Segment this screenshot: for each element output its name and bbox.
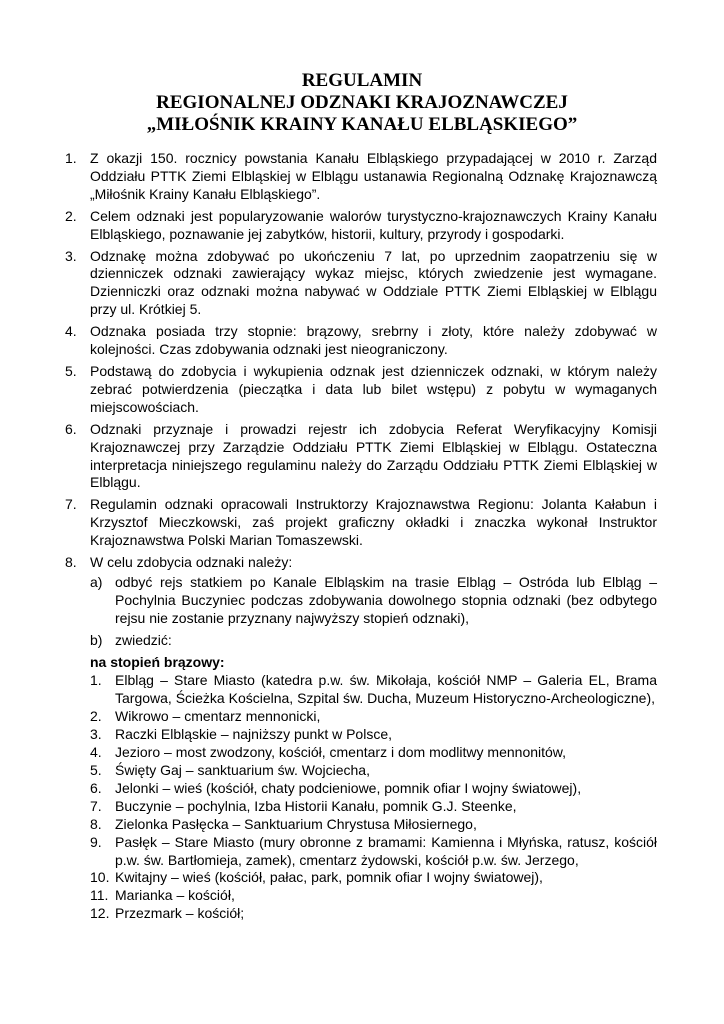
rule-text: Celem odznaki jest popularyzowanie walorów turystyczno-krajoznawczych Krainy Kanału Elbląskiego, poznawanie jej zabytków, historii, kultury, przyrody i gospodarki. bbox=[90, 207, 657, 242]
rule-text: Podstawą do zdobycia i wykupienia odznak jest dzienniczek odznaki, w którym należy zebrać potwierdzenia (pieczątka i data lub bilet wstępu) z pobytu w wymaganych miejscowościach. bbox=[90, 362, 657, 415]
rules-list bbox=[65, 150, 657, 927]
place-number: 5. bbox=[90, 762, 102, 778]
rule-text: W celu zdobycia odznaki należy: bbox=[90, 554, 293, 571]
rule-text: Regulamin odznaki opracowali Instruktorzy Krajoznawstwa Regionu: Jolanta Kałabun i Krzysztof Mieczkowski, zaś projekt graficzny okładki i znaczka wykonał Instruktor Krajoznawstwa Polski Marian Tomaszewski. bbox=[90, 496, 657, 549]
place-item bbox=[90, 798, 657, 816]
place-number: 11. bbox=[90, 887, 109, 904]
place-text: Jezioro – most zwodzony, kościół, cmentarz i dom modlitwy mennonitów, bbox=[115, 744, 567, 761]
sub-item-b bbox=[90, 632, 657, 650]
place-text: Kwitajny – wieś (kościół, pałac, park, pomnik ofiar I wojny światowej), bbox=[115, 869, 543, 886]
place-item bbox=[90, 905, 657, 923]
place-number: 6. bbox=[90, 779, 102, 796]
rule-number: 2. bbox=[65, 207, 77, 224]
place-number: 7. bbox=[90, 797, 102, 814]
document-title bbox=[0, 70, 724, 136]
rule-item bbox=[65, 496, 657, 550]
rule-item bbox=[65, 421, 657, 493]
title-line-2: REGIONALNEJ ODZNAKI KRAJOZNAWCZEJ bbox=[156, 92, 568, 113]
place-item bbox=[90, 672, 657, 708]
place-text: Wikrowo – cmentarz mennonicki, bbox=[115, 708, 321, 725]
place-text: Przezmark – kościół; bbox=[115, 905, 245, 922]
place-item bbox=[90, 869, 657, 887]
sub-item-text: zwiedzić: bbox=[115, 631, 172, 648]
place-item bbox=[90, 762, 657, 780]
place-item bbox=[90, 726, 657, 744]
place-item bbox=[90, 744, 657, 762]
rule-item bbox=[65, 363, 657, 417]
place-text: Zielonka Pasłęcka – Sanktuarium Chrystusa Miłosiernego, bbox=[115, 815, 477, 832]
places-list bbox=[90, 672, 657, 923]
place-number: 10. bbox=[90, 869, 110, 886]
place-text: Raczki Elbląskie – najniższy punkt w Polsce, bbox=[115, 726, 393, 743]
place-item bbox=[90, 708, 657, 726]
place-number: 3. bbox=[90, 726, 102, 743]
rule-item bbox=[65, 323, 657, 359]
place-number: 12. bbox=[90, 905, 110, 922]
rule-item bbox=[65, 208, 657, 244]
sub-item-letter: b) bbox=[90, 631, 103, 648]
rule-number: 6. bbox=[65, 420, 77, 437]
sub-item-letter: a) bbox=[90, 573, 103, 590]
place-number: 4. bbox=[90, 744, 102, 761]
place-text: Buczynie – pochylnia, Izba Historii Kanału, pomnik G.J. Steenke, bbox=[115, 797, 517, 814]
rule-number: 3. bbox=[65, 247, 77, 264]
place-text: Elbląg – Stare Miasto (katedra p.w. św. Mikołaja, kościół NMP – Galeria EL, Brama Targowa, Ścieżka Kościelna, Szpital św. Ducha, Muzeum Historyczno-Archeologiczne), bbox=[115, 672, 657, 707]
rule-number: 5. bbox=[65, 362, 77, 379]
rule-text: Odznakę można zdobywać po ukończeniu 7 lat, po uprzednim zaopatrzeniu się w dzienniczek odznaki zawierający wykaz miejsc, których zwiedzenie jest wymagane. Dzienniczki oraz odznaki można nabywać w Oddziale PTTK Ziemi Elbląskiej w Elblągu przy ul. Krótkiej 5. bbox=[90, 247, 657, 318]
place-number: 1. bbox=[90, 672, 102, 689]
place-text: Jelonki – wieś (kościół, chaty podcieniowe, pomnik ofiar I wojny światowej), bbox=[115, 779, 582, 796]
rule-text: Odznaki przyznaje i prowadzi rejestr ich zdobycia Referat Weryfikacyjny Komisji Krajoznawczej przy Zarządzie Oddziału PTTK Ziemi Elbląskiej w Elblągu. Ostateczna interpretacja niniejszego regulaminu należy do Zarządu Oddziału PTTK Ziemi Elbląskiej w Elblągu. bbox=[90, 420, 657, 491]
rule-number: 7. bbox=[65, 496, 77, 513]
title-line-1: REGULAMIN bbox=[301, 70, 423, 91]
place-text: Święty Gaj – sanktuarium św. Wojciecha, bbox=[115, 762, 370, 778]
rule-item-8 bbox=[65, 554, 657, 923]
place-item bbox=[90, 834, 657, 870]
place-number: 2. bbox=[90, 708, 102, 725]
rule-item bbox=[65, 150, 657, 204]
sub-item-text: odbyć rejs statkiem po Kanale Elbląskim na trasie Elbląg – Ostróda lub Elbląg – Pochylnia Buczyniec podczas zdobywania dowolnego stopnia odznaki (bez odbytego rejsu nie zostanie przyznany najwyższy stopień odznaki), bbox=[115, 573, 657, 626]
title-line-3: „MIŁOŚNIK KRAINY KANAŁU ELBLĄSKIEGO” bbox=[146, 114, 578, 135]
rule-text: Odznaka posiada trzy stopnie: brązowy, srebrny i złoty, które należy zdobywać w kolejności. Czas zdobywania odznaki jest nieograniczony. bbox=[90, 323, 657, 358]
rule-number: 8. bbox=[65, 554, 77, 571]
place-text: Pasłęk – Stare Miasto (mury obronne z bramami: Kamienna i Młyńska, ratusz, kościół p.w. św. Bartłomieja, zamek), cmentarz żydowski, kościół p.w. św. Jerzego, bbox=[115, 833, 657, 868]
rule-number: 1. bbox=[65, 150, 77, 166]
place-item bbox=[90, 816, 657, 834]
place-item bbox=[90, 780, 657, 798]
place-item bbox=[90, 887, 657, 905]
place-number: 9. bbox=[90, 833, 102, 850]
place-number: 8. bbox=[90, 815, 102, 832]
rule-number: 4. bbox=[65, 323, 77, 340]
rule-text: Z okazji 150. rocznicy powstania Kanału Elbląskiego przypadającej w 2010 r. Zarząd Oddziału PTTK Ziemi Elbląskiej w Elblągu ustanawia Regionalną Odznakę Krajoznawczą „Miłośnik Krainy Kanału Elbląskiego”. bbox=[90, 150, 657, 202]
rule-item bbox=[65, 248, 657, 320]
level-heading-bronze: na stopień brązowy: bbox=[90, 653, 225, 670]
sub-item-a bbox=[90, 574, 657, 628]
place-text: Marianka – kościół, bbox=[115, 887, 235, 904]
